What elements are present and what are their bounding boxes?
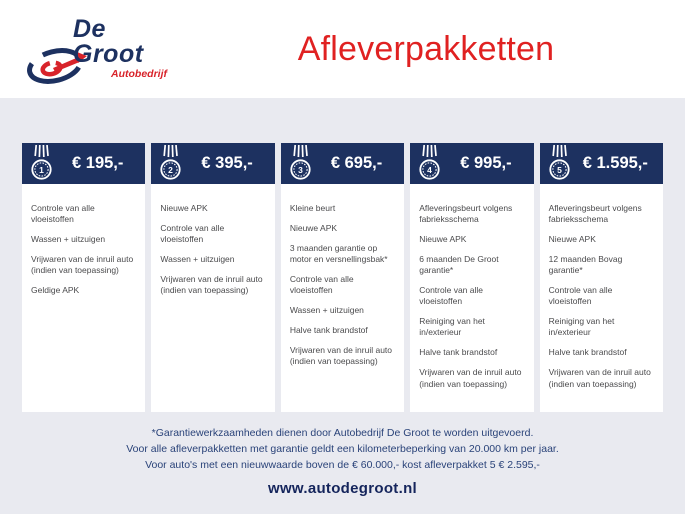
package-item: Nieuwe APK (419, 234, 467, 245)
package-item: Halve tank brandstof (419, 347, 498, 358)
logo-name: De Groot (73, 15, 144, 69)
package-header (540, 143, 663, 184)
package-item: Halve tank brandstof (548, 347, 627, 358)
package-price: € 695,- (330, 154, 383, 172)
svg-text:2: 2 (168, 165, 174, 175)
package-item: 3 maanden garantie op motor en versnellingsbak* (289, 243, 388, 265)
package-item: Vrijwaren van de inruil auto (indien van toepassing) (419, 367, 522, 389)
footnote-line: Voor auto's met een nieuwwaarde boven de € 60.000,- kost afleverpakket 5 € 2.595,- (145, 459, 540, 471)
package-items (540, 184, 663, 412)
package-item: Controle van alle vloeistoffen (548, 285, 613, 307)
package-item: 6 maanden De Groot garantie* (419, 254, 499, 276)
logo-subtitle: Autobedrijf (111, 68, 167, 81)
package-item: Halve tank brandstof (289, 325, 368, 336)
package-card (410, 143, 533, 412)
package-card (151, 143, 274, 412)
package-item: Controle van alle vloeistoffen (31, 203, 95, 225)
package-items (22, 184, 145, 412)
svg-text:4: 4 (427, 165, 433, 175)
package-item: Wassen + uitzuigen (160, 254, 235, 265)
svg-text:3: 3 (297, 165, 303, 175)
package-item: Reiniging van het in/exterieur (548, 316, 615, 338)
brand-logo (25, 17, 167, 81)
package-item: Afleveringsbeurt volgens fabrieksschema (419, 203, 513, 225)
footnotes (0, 425, 685, 473)
medal-icon (417, 145, 442, 182)
package-item: Vrijwaren van de inruil auto (indien van toepassing) (289, 345, 393, 367)
package-item: Nieuwe APK (289, 223, 338, 234)
package-item: Geldige APK (31, 285, 80, 296)
package-item: Controle van alle vloeistoffen (289, 274, 354, 296)
package-item: 12 maanden Bovag garantie* (548, 254, 623, 276)
medal-icon (288, 145, 313, 182)
logo-text (73, 17, 167, 81)
page-title: Afleverpakketten (297, 29, 555, 68)
package-price: € 1.595,- (582, 154, 648, 172)
medal-icon (158, 145, 183, 182)
package-items (410, 184, 533, 412)
medal-icon (547, 145, 572, 182)
svg-text:1: 1 (39, 165, 44, 175)
package-header (22, 143, 145, 184)
package-item: Reiniging van het in/exterieur (419, 316, 485, 338)
package-item: Wassen + uitzuigen (289, 305, 364, 316)
package-item: Nieuwe APK (160, 203, 208, 213)
package-item: Wassen + uitzuigen (31, 234, 106, 245)
package-items (281, 184, 404, 412)
title-wrap (167, 30, 685, 69)
package-item: Vrijwaren van de inruil auto (indien van toepassing) (548, 367, 651, 389)
package-header (151, 143, 274, 184)
package-card (540, 143, 663, 412)
package-card (281, 143, 404, 412)
package-item: Nieuwe APK (548, 234, 596, 245)
medal-icon (29, 145, 54, 182)
content-area (0, 98, 685, 514)
package-item: Controle van alle vloeistoffen (160, 223, 225, 245)
package-header (410, 143, 533, 184)
footnote-line: Voor alle afleverpakketten met garantie geldt een kilometerbeperking van 20.000 km per jaar. (126, 443, 559, 455)
top-header (0, 0, 685, 98)
package-price: € 195,- (72, 154, 124, 172)
package-price: € 395,- (201, 154, 253, 172)
package-item: Kleine beurt (289, 203, 336, 213)
package-price: € 995,- (460, 154, 512, 172)
package-item: Vrijwaren van de inruil auto (indien van toepassing) (31, 254, 134, 276)
footnote-line: *Garantiewerkzaamheden dienen door Autobedrijf De Groot te worden uitgevoerd. (151, 427, 534, 439)
package-item: Vrijwaren van de inruil auto (indien van toepassing) (160, 274, 263, 296)
package-item: Afleveringsbeurt volgens fabrieksschema (548, 203, 642, 225)
svg-text:5: 5 (556, 165, 562, 175)
website-url: www.autodegroot.nl (268, 480, 417, 497)
package-header (281, 143, 404, 184)
package-item: Controle van alle vloeistoffen (419, 285, 484, 307)
packages-row (22, 143, 663, 412)
package-items (151, 184, 274, 412)
package-card (22, 143, 145, 412)
